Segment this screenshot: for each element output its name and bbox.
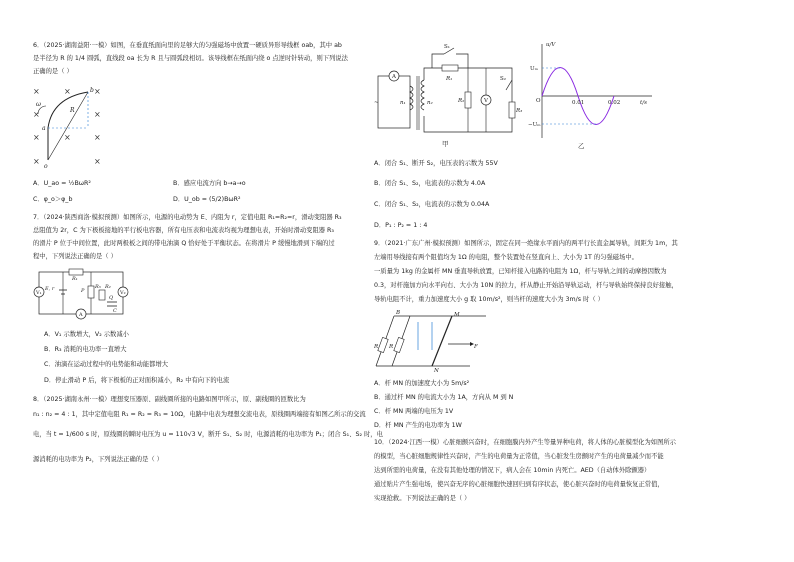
q9-stem-line-3: 一质量为 1kg 的金属杆 MN 垂直导轨放置，已知杆接入电路的电阻为 1Ω，杆与导轨之间的动摩擦因数为 (374, 268, 667, 275)
cross-mark: × (33, 133, 40, 142)
tick-0-01: 0.01 (572, 100, 585, 106)
r1-label: R₁ (72, 276, 78, 282)
r1-label: R₁ (446, 76, 453, 82)
origin-label: O (536, 98, 541, 104)
resistor-r1 (69, 269, 83, 275)
n2-label: n₂ (427, 100, 433, 106)
q9-rail-figure (374, 310, 496, 372)
q8-option-c: C．闭合 S₁、S₂，电流表的示数为 0.04A (374, 201, 490, 208)
secondary-coil (421, 80, 424, 110)
resistor-r2 (99, 290, 105, 300)
q8-stem-line-1: 8．（2025·湖南永州·一模）理想变压器原、副线圈所接的电路如图甲所示，原、副线圈的匝数比为 (33, 396, 306, 403)
resistor-r3 (509, 102, 515, 118)
r2-label: R₂ (458, 98, 465, 104)
ammeter-label: A (392, 74, 396, 80)
figure-caption-jia: 甲 (442, 140, 449, 148)
q9-option-d: D．杆 MN 产生的电功率为 1W (374, 422, 462, 429)
q9-option-c: C．杆 MN 两端的电压为 1V (374, 408, 454, 415)
q7-option-a: A．V₁ 示数增大，V₂ 示数减小 (44, 331, 129, 338)
cross-mark: × (94, 157, 101, 166)
q6-option-a: A．U_ao = ½BωR² (33, 180, 91, 187)
cross-mark: × (94, 133, 101, 142)
q8-voltage-graph-yi (528, 38, 658, 150)
omega-label: ω (36, 101, 41, 108)
q7-option-c: C．油滴在运动过程中的电势能和动能都增大 (44, 361, 169, 368)
figure-caption-yi: 乙 (578, 142, 585, 150)
s1-label: S₁ (444, 44, 450, 50)
q6-stem-line-3: 正确的是（ ） (33, 68, 73, 75)
s2-label: S₂ (500, 76, 506, 82)
point-a-label: a (42, 125, 46, 132)
q10-stem-line-2: 的模型，当心脏细胞规律性兴奋时，产生的电荷量为正常值，当心脏发生房颤时产生的电荷量减少而不能 (374, 453, 664, 460)
n1-label: n₁ (400, 100, 406, 106)
radius-R-label: R (70, 107, 75, 114)
neg-um-label: −Uₘ (528, 122, 541, 128)
droplet-q-label: Q (109, 295, 114, 301)
cross-mark: × (33, 110, 40, 119)
rod-m-label: M (454, 312, 460, 318)
ammeter-label: A (79, 312, 83, 318)
q6-option-d: D．U_ob = (5/2)BωR² (173, 196, 241, 203)
q6-stem-line-2: 是半径为 R 的 1/4 圆弧，直线段 oa 长为 R 且与圆弧段相切。该导线框在纸面内绕 o 点逆时针转动，则下列说法 (33, 55, 348, 62)
capacitor-c-label: C (113, 308, 117, 314)
q8-circuit-figure-jia (372, 40, 524, 150)
r3-label: R₃ (95, 284, 101, 290)
q8-option-b: B．闭合 S₁、S₂，电流表的示数为 4.0A (374, 180, 486, 187)
q9-stem-line-2: 左端用导线接有两个阻值均为 1Ω 的电阻，整个装置处在竖直向上、大小为 1T 的匀强磁场中。 (374, 254, 638, 261)
q10-stem-line-3: 达到所需的电荷量，在没有其他处理的情况下，病人会在 10min 内死亡。AED（自动体外除颤器） (374, 467, 651, 474)
resistor-r2 (465, 92, 471, 108)
q7-stem-line-1: 7．（2024·陕西商洛·模拟预测）如图所示，电源的电动势为 E、内阻为 r，定值电阻 R₁=R₂=r，滑动变阻器 R₃ (33, 214, 342, 221)
primary-coil (410, 86, 413, 110)
ac-source-icon: ~ (374, 100, 379, 106)
x-axis-label: t/s (640, 100, 647, 106)
q10-stem-line-1: 10．（2024·江西·一模）心脏细颤兴奋时，在细胞膜内外产生等量异种电荷，将人体的心脏模型化为如图所示 (374, 439, 676, 446)
radius-line (48, 92, 88, 160)
q10-stem-line-4: 通过贴片产生强电场，使兴奋无序的心脏细胞快速回归到有序状态，使心脏兴奋时的电荷量恢复正常值， (374, 481, 664, 488)
resistor-r-label: R (374, 344, 379, 350)
q8-stem-line-2: n₁ : n₂ = 4 : 1，其中定值电阻 R₁ = R₂ = R₃ = 10Ω，电路中电表为理想交流电表，原线圈两端接有如图乙所示的交流 (33, 411, 366, 418)
point-b-label: b (90, 87, 94, 94)
q7-option-b: B．R₃ 消耗的电功率一直增大 (44, 346, 127, 353)
slider-p-label: P (81, 288, 85, 294)
r2-label: R₂ (105, 284, 111, 290)
q7-stem-line-4: 程中，下列说法正确的是（ ） (33, 253, 117, 260)
q9-stem-line-5: 导轨电阻不计，重力加速度大小 g 取 10m/s²，则当杆的速度大小为 3m/s 时（ ） (374, 296, 604, 303)
source-er-label: E, r (45, 286, 55, 292)
field-b-label: B (396, 310, 401, 316)
rod-mn (432, 316, 452, 366)
switch-s2-icon (506, 80, 512, 90)
q8-stem-line-3: 电，当 t = 1/600 s 时，原线圈的瞬时电压为 u = 110√3 V，断开 S₁、S₂ 时，电源消耗的电功率为 P₁；闭合 S₁、S₂ 时，电 (33, 431, 383, 438)
cross-mark: × (33, 157, 40, 166)
q9-stem-line-1: 9．（2021·广东广州·模拟预测）如图所示，固定在同一绝缘水平面内的两平行长直金属导轨，间距为 1m，其 (374, 240, 678, 247)
voltmeter-label: V (484, 98, 488, 104)
cross-mark: × (33, 87, 40, 96)
v1-label: V₁ (36, 290, 42, 296)
q6-stem-line-1: 6．（2025·湖南益阳·一模）如图，在垂直纸面向里的足够大的匀强磁场中放置一硬质异形导线框 oab，其中 ab (33, 42, 342, 49)
q8-stem-line-4: 源消耗的电功率为 P₂，下列说法正确的是（ ） (33, 456, 163, 463)
q7-stem-line-2: 总阻值为 2r，C 为下极板接地的平行板电容器，所有电压表和电流表均视为理想电表，开始时滑动变阻器 R₃ (33, 227, 334, 234)
q7-circuit-figure (33, 268, 129, 320)
cross-mark: × (94, 87, 101, 96)
v2-label: V₂ (120, 290, 126, 296)
um-label: Uₘ (530, 66, 539, 72)
q6-option-c: C．φ_o＞φ_b (33, 196, 73, 203)
q10-stem-line-5: 实现抢救。下列说法正确的是（ ） (374, 495, 471, 502)
q9-stem-line-4: 0.3，对杆施加方向水平向右、大小为 10N 的拉力，杆从静止开始沿导轨运动，杆与导轨始终保持良好接触， (374, 282, 678, 289)
q7-option-d: D．停止滑动 P 后，将下极板的正对面积减小，R₂ 中有向下的电流 (44, 377, 230, 384)
q9-option-a: A．杆 MN 的加速度大小为 5m/s² (374, 380, 470, 387)
resistor-r3 (88, 286, 94, 298)
resistor-r-right (394, 337, 404, 352)
q7-stem-line-3: 的滑片 P 位于中间位置，此时两极板之间的带电油滴 Q 恰好处于平衡状态。在将滑片 P 缓慢地滑到下端的过 (33, 240, 335, 247)
y-axis-label: u/V (546, 42, 556, 48)
cross-mark: × (94, 110, 101, 119)
q8-option-d: D．P₁ : P₂ = 1 : 4 (374, 222, 428, 229)
resistor-r-left (378, 337, 388, 352)
resistor-r1 (442, 65, 458, 71)
q6-figure (30, 84, 110, 172)
q9-option-b: B．通过杆 MN 的电流大小为 1A，方向从 M 到 N (374, 394, 514, 401)
resistor-r-label: R (389, 344, 394, 350)
force-f-label: F (474, 344, 478, 350)
cross-mark: × (64, 133, 71, 142)
tick-0-02: 0.02 (608, 100, 621, 106)
rod-n-label: N (434, 368, 439, 372)
q8-option-a: A．闭合 S₁、断开 S₂，电压表的示数为 55V (374, 160, 498, 167)
q6-option-b: B．感应电流方向 b→a→o (173, 180, 246, 187)
point-o-label: o (44, 163, 48, 170)
r3-label: R₃ (516, 108, 523, 114)
cross-mark: × (64, 87, 71, 96)
